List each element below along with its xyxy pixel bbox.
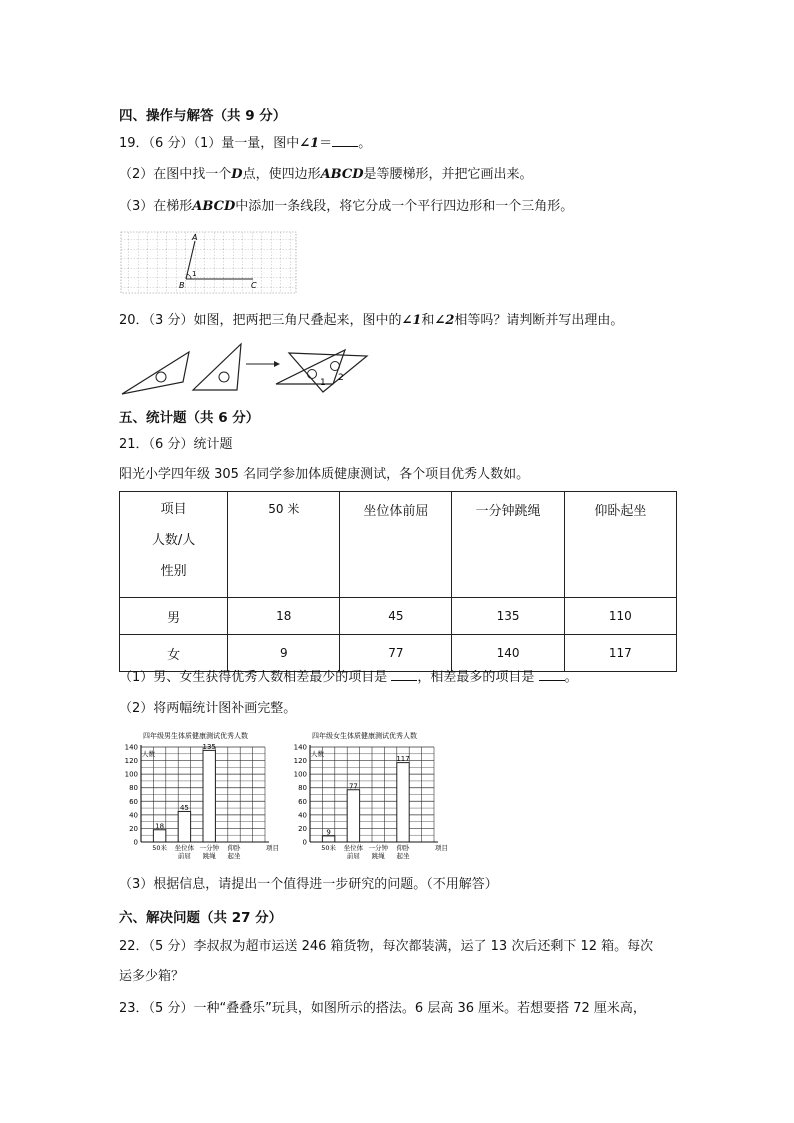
bar	[322, 836, 334, 842]
x-tick-label: 仰卧	[227, 844, 241, 852]
set-square-1	[122, 352, 189, 394]
y-axis-label: 人数	[142, 750, 155, 758]
answer-blank[interactable]	[539, 668, 565, 681]
q20-triangle-figure	[119, 340, 379, 400]
x-tick-label: 起坐	[227, 852, 241, 860]
y-tick-label: 0	[302, 838, 307, 847]
section6-title: 六、解决问题（共 27 分）	[119, 910, 283, 926]
table-cell: 117	[564, 635, 676, 672]
q22-line1: 22．（5 分）李叔叔为超市运送 246 箱货物，每次都装满，运了 13 次后还剩下 12 箱。每次	[119, 939, 654, 954]
y-tick-label: 100	[124, 770, 138, 779]
x-tick-label: 前屈	[177, 852, 191, 860]
x-tick-label: 跳绳	[371, 852, 385, 860]
label-a: A	[192, 233, 198, 242]
corner-cell	[120, 492, 228, 598]
row-label: 女	[120, 635, 228, 672]
period: 。	[564, 670, 578, 685]
q19-part2-text: （2）在图中找一个	[119, 167, 232, 182]
x-tick-label: 一分钟	[368, 844, 388, 852]
bar	[203, 750, 215, 842]
x-axis-label: 项目	[266, 844, 279, 852]
q20-and: 和	[421, 313, 435, 328]
corner-gender: 性别	[160, 564, 187, 579]
x-tick-label: 坐位体	[174, 844, 195, 852]
col-header: 坐位体前屈	[340, 492, 452, 598]
col-header: 50 米	[228, 492, 340, 598]
bar	[178, 811, 190, 842]
q21-part1-text: （1）男、女生获得优秀人数相差最少的项目是	[119, 670, 388, 685]
arrow-icon	[274, 361, 280, 367]
x-tick-label: 跳绳	[202, 852, 216, 860]
y-tick-label: 140	[124, 743, 138, 752]
table-cell: 45	[340, 598, 452, 635]
set-square-2	[193, 344, 241, 390]
q23-line1: 23．（5 分）一种“叠叠乐”玩具，如图所示的搭法。6 层高 36 厘米。若想要搭 72 厘米高，	[119, 1001, 646, 1016]
q21-part2: （2）将两幅统计图补画完整。	[119, 701, 297, 716]
y-axis-label: 人数	[311, 750, 324, 758]
set-square-1-hole	[156, 372, 166, 382]
q21-head: 21．（6 分）统计题	[119, 437, 233, 452]
bar-value-label: 135	[202, 742, 216, 751]
col-header: 仰卧起坐	[564, 492, 676, 598]
bar	[347, 790, 359, 842]
y-tick-label: 20	[298, 824, 307, 833]
x-tick-label: 仰卧	[396, 844, 410, 852]
q19-part3-text: （3）在梯形	[119, 199, 193, 214]
table-cell: 110	[564, 598, 676, 635]
corner-item: 项目	[160, 502, 187, 517]
angle1-symbol: ∠1	[299, 136, 320, 151]
q19-part2-text3: 是等腰梯形，并把它画出来。	[363, 167, 533, 182]
x-tick-label: 50米	[321, 844, 336, 852]
abcd-label: ABCD	[320, 167, 364, 182]
q20-angle1: ∠1	[401, 313, 422, 328]
boys-bar-chart	[119, 730, 279, 862]
bar-value-label: 18	[155, 822, 165, 831]
x-axis-label: 项目	[435, 844, 448, 852]
y-tick-label: 0	[133, 838, 138, 847]
table-header-row	[120, 492, 677, 598]
overlap-hole-2	[331, 362, 340, 371]
table-row-girls	[120, 635, 677, 672]
table-cell: 77	[340, 635, 452, 672]
bar-value-label: 117	[396, 755, 410, 764]
x-tick-label: 一分钟	[199, 844, 219, 852]
label-c: C	[251, 281, 257, 290]
y-tick-label: 40	[298, 811, 307, 820]
point-d-label: D	[231, 167, 243, 182]
label-b: B	[179, 281, 185, 290]
overlap-hole-1	[308, 370, 317, 379]
q21-part3: （3）根据信息，请提出一个值得进一步研究的问题。（不用解答）	[119, 877, 498, 892]
y-tick-label: 80	[129, 784, 138, 793]
angle-label-1: 1	[320, 378, 326, 388]
q20-angle2: ∠2	[434, 313, 455, 328]
table-cell: 140	[452, 635, 564, 672]
girls-bar-chart	[288, 730, 448, 862]
y-tick-label: 60	[298, 797, 307, 806]
period: 。	[358, 136, 372, 151]
bar-value-label: 45	[179, 803, 189, 812]
answer-blank[interactable]	[391, 668, 417, 681]
q19-line2	[119, 166, 533, 184]
q20-text2: 相等吗？请判断并写出理由。	[454, 313, 624, 328]
table-cell: 18	[228, 598, 340, 635]
bar-value-label: 9	[326, 828, 331, 837]
bar-value-label: 77	[348, 782, 358, 791]
y-tick-label: 100	[293, 770, 307, 779]
q21-part1	[119, 668, 578, 687]
y-tick-label: 40	[129, 811, 138, 820]
y-tick-label: 140	[293, 743, 307, 752]
q19-part3-text2: 中添加一条线段，将它分成一个平行四边形和一个三角形。	[235, 199, 574, 214]
q22-line2: 运多少箱？	[119, 969, 185, 984]
equals: ＝	[319, 136, 333, 151]
corner-count: 人数/人	[151, 533, 196, 548]
label-1: 1	[192, 270, 197, 278]
y-tick-label: 120	[293, 757, 307, 766]
y-tick-label: 60	[129, 797, 138, 806]
q19-grid-figure	[119, 230, 299, 296]
q19-line3	[119, 198, 573, 216]
col-header: 一分钟跳绳	[452, 492, 564, 598]
q19-part2-text2: 点，使四边形	[242, 167, 321, 182]
y-tick-label: 20	[129, 824, 138, 833]
x-tick-label: 起坐	[396, 852, 410, 860]
abcd-label-2: ABCD	[192, 199, 236, 214]
q20-text: 20．（3 分）如图，把两把三角尺叠起来，图中的	[119, 313, 402, 328]
set-square-2-hole	[219, 372, 229, 382]
q21-intro: 阳光小学四年级 305 名同学参加体质健康测试，各个项目优秀人数如。	[119, 467, 530, 482]
section4-title: 四、操作与解答（共 9 分）	[119, 108, 287, 124]
section5-title: 五、统计题（共 6 分）	[119, 410, 260, 426]
answer-blank[interactable]	[332, 134, 358, 147]
chart-title: 四年级男生体质健康测试优秀人数	[143, 732, 248, 740]
row-label: 男	[120, 598, 228, 635]
x-tick-label: 前屈	[346, 852, 360, 860]
q19-line1	[119, 134, 371, 153]
q20-line	[119, 312, 623, 330]
bar	[153, 830, 165, 842]
chart-title: 四年级女生体质健康测试优秀人数	[312, 732, 417, 740]
y-tick-label: 80	[298, 784, 307, 793]
q19-text: 19．（6 分）（1）量一量，图中	[119, 136, 300, 151]
bar	[397, 763, 409, 842]
y-tick-label: 120	[124, 757, 138, 766]
x-tick-label: 50米	[152, 844, 167, 852]
table-cell: 135	[452, 598, 564, 635]
fitness-table	[119, 491, 677, 672]
table-row-boys	[120, 598, 677, 635]
table-cell: 9	[228, 635, 340, 672]
x-tick-label: 坐位体	[343, 844, 364, 852]
q21-part1-text2: ，相差最多的项目是	[417, 670, 535, 685]
angle-label-2: 2	[338, 373, 344, 383]
